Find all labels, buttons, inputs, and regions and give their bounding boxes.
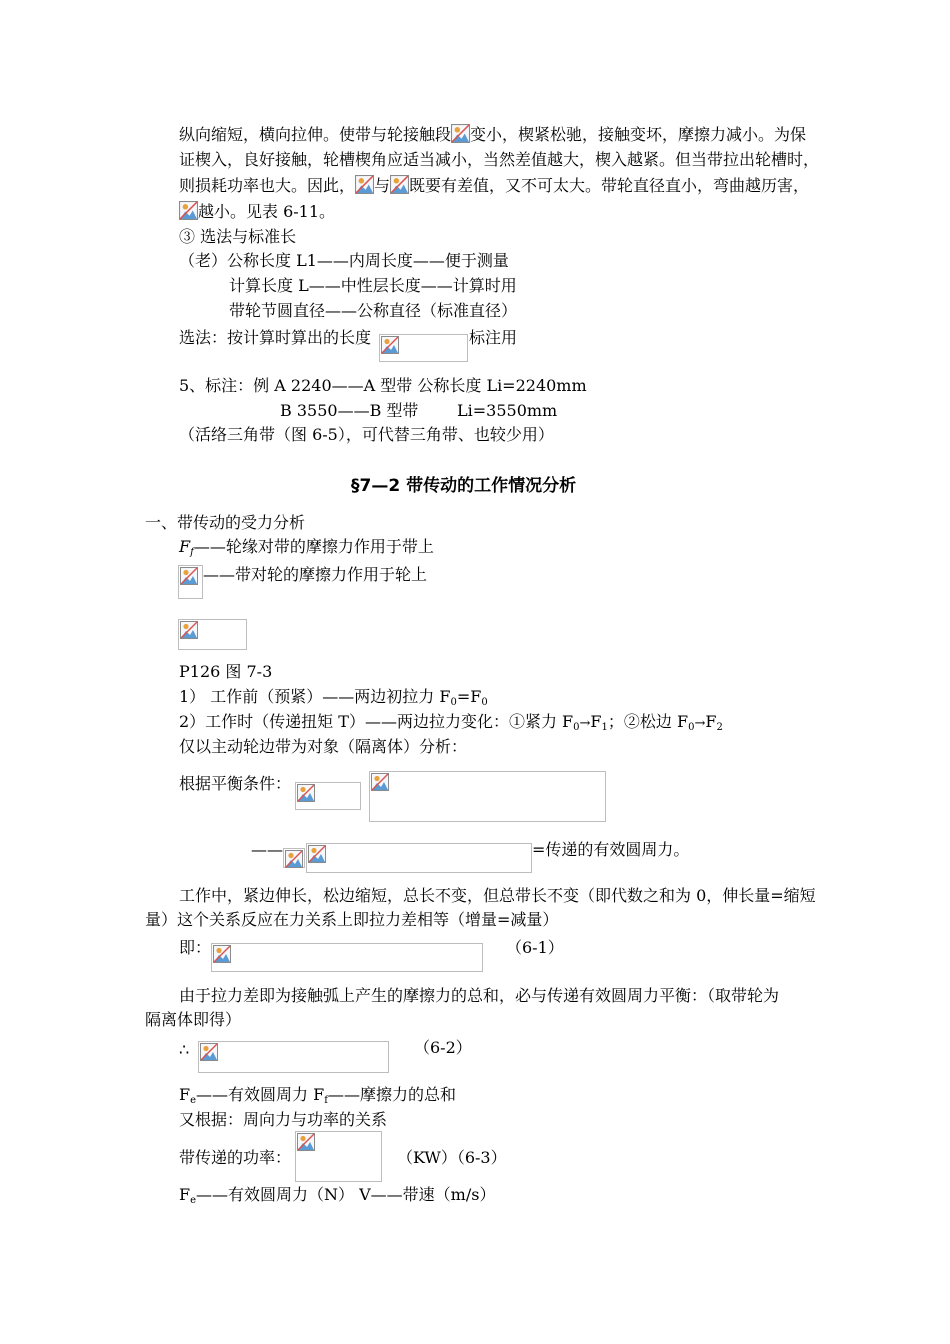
subscript: 0: [481, 697, 488, 708]
text-line: B 3550——B 型带: [280, 401, 419, 420]
broken-image-icon: [180, 567, 198, 585]
formula-image: [369, 771, 606, 822]
arrow-icon: →: [579, 716, 591, 731]
text-segment: ——轮缘对带的摩擦力作用于带上: [193, 537, 434, 556]
text-segment: F: [590, 712, 602, 731]
text-line: [179, 1185, 495, 1205]
subscript: 0: [573, 722, 580, 733]
text-segment: F: [179, 1085, 191, 1104]
symbol: F: [179, 537, 191, 556]
text-line: 工作中，紧边伸长，松边缩短，总长不变，但总带长不变（即代数之和为 0，伸长量=缩短: [179, 886, 816, 905]
text-line: ——: [251, 840, 283, 859]
broken-image-icon: [180, 621, 198, 639]
broken-image-icon: [285, 850, 303, 868]
text-line: 标注用: [469, 328, 518, 347]
broken-image-icon: [390, 175, 409, 194]
broken-image-icon: [179, 201, 198, 220]
text-line: 仅以主动轮边带为对象（隔离体）分析：: [179, 737, 468, 756]
subscript: 0: [450, 697, 457, 708]
text-segment: 则损耗功率也大。因此，: [179, 176, 356, 195]
broken-image-icon: [451, 124, 470, 143]
formula-image: [283, 848, 305, 868]
text-segment: F: [179, 1185, 191, 1204]
text-line: [179, 1085, 456, 1105]
text-line: 选法：按计算时算出的长度: [179, 328, 372, 347]
text-line: 由于拉力差即为接触弧上产生的摩擦力的总和，必与传递有效圆周力平衡：（取带轮为: [179, 986, 780, 1005]
formula-image: [295, 1131, 382, 1182]
text-line: ③ 选法与标准长: [179, 227, 297, 246]
equation-number: （6-2）: [414, 1038, 472, 1057]
text-segment: ——摩擦力的总和: [327, 1085, 456, 1104]
formula-image: [379, 334, 468, 362]
text-line: （活络三角带（图 6-5），可代替三角带、也较少用）: [179, 425, 554, 444]
text-segment: 越小。见表 6-11。: [198, 202, 336, 221]
figure-image: [178, 619, 247, 650]
subscript: 0: [688, 722, 695, 733]
broken-image-icon: [371, 773, 389, 791]
text-segment: ；②松边 F: [607, 712, 689, 731]
formula-image: [178, 565, 203, 599]
text-line: [179, 537, 434, 557]
text-segment: =F: [456, 687, 482, 706]
text-segment: 与: [374, 176, 391, 195]
formula-image: [295, 782, 361, 810]
text-line: 即：: [179, 938, 212, 957]
text-line: 量）这个关系反应在力关系上即拉力差相等（增量=减量）: [145, 910, 559, 929]
text-line: 5、标注：例 A 2240——A 型带 公称长度 Li=2240mm: [179, 376, 587, 395]
subscript: f: [190, 547, 194, 558]
formula-image: [211, 943, 483, 972]
subscript: 2: [716, 722, 723, 733]
text-line: 带传递的功率：: [179, 1148, 292, 1167]
therefore-symbol: ∴: [179, 1040, 190, 1059]
text-line: =传递的有效圆周力。: [532, 840, 690, 859]
broken-image-icon: [213, 945, 231, 963]
text-line: 带轮节圆直径——公称直径（标准直径）: [229, 301, 518, 320]
text-line: P126 图 7-3: [179, 662, 273, 681]
text-segment: ——有效圆周力（N） V——带速（m/s）: [196, 1185, 496, 1204]
arrow-icon: →: [694, 716, 706, 731]
text-segment: 既要有差值，又不可太大。带轮直径直小，弯曲越历害，: [409, 176, 810, 195]
broken-image-icon: [297, 784, 315, 802]
text-line: 又根据：周向力与功率的关系: [179, 1110, 388, 1129]
text-segment: F: [705, 712, 717, 731]
text-line: [179, 201, 335, 222]
formula-image: [306, 843, 532, 873]
formula-image: [198, 1041, 389, 1073]
text-segment: 纵向缩短，横向拉伸。使带与轮接触段: [179, 125, 452, 144]
text-segment: 变小，楔紧松驰，接触变坏，摩擦力减小。为保: [470, 125, 807, 144]
text-line: [179, 175, 809, 196]
section-heading: §7—2 带传动的工作情况分析: [351, 476, 577, 496]
subsection-heading: 一、带传动的受力分析: [145, 513, 306, 532]
text-line: 证楔入，良好接触，轮槽楔角应适当减小，当然差值越大，楔入越紧。但当带拉出轮槽时，: [179, 150, 820, 169]
subscript: f: [324, 1095, 328, 1106]
equation-number: （6-1）: [506, 938, 564, 957]
text-line: 隔离体即得）: [145, 1010, 242, 1029]
text-segment: ——有效圆周力 F: [196, 1085, 325, 1104]
subscript: e: [190, 1095, 197, 1106]
text-line: ——带对轮的摩擦力作用于轮上: [203, 565, 428, 584]
text-line: 根据平衡条件：: [179, 774, 292, 793]
broken-image-icon: [355, 175, 374, 194]
text-segment: 2）工作时（传递扭矩 T）——两边拉力变化：①紧力 F: [179, 712, 574, 731]
subscript: 1: [601, 722, 608, 733]
broken-image-icon: [200, 1043, 218, 1061]
text-line: 计算长度 L——中性层长度——计算时用: [229, 276, 517, 295]
text-segment: 1） 工作前（预紧）——两边初拉力 F: [179, 687, 451, 706]
broken-image-icon: [381, 336, 399, 354]
broken-image-icon: [308, 845, 326, 863]
equation-number: （KW）（6-3）: [397, 1148, 507, 1167]
text-line: [179, 712, 723, 734]
text-line: [179, 124, 806, 145]
text-line: Li=3550mm: [457, 401, 558, 420]
text-line: [179, 687, 488, 707]
subscript: e: [190, 1195, 197, 1206]
broken-image-icon: [297, 1133, 315, 1151]
text-line: （老）公称长度 L1——内周长度——便于测量: [179, 251, 509, 270]
